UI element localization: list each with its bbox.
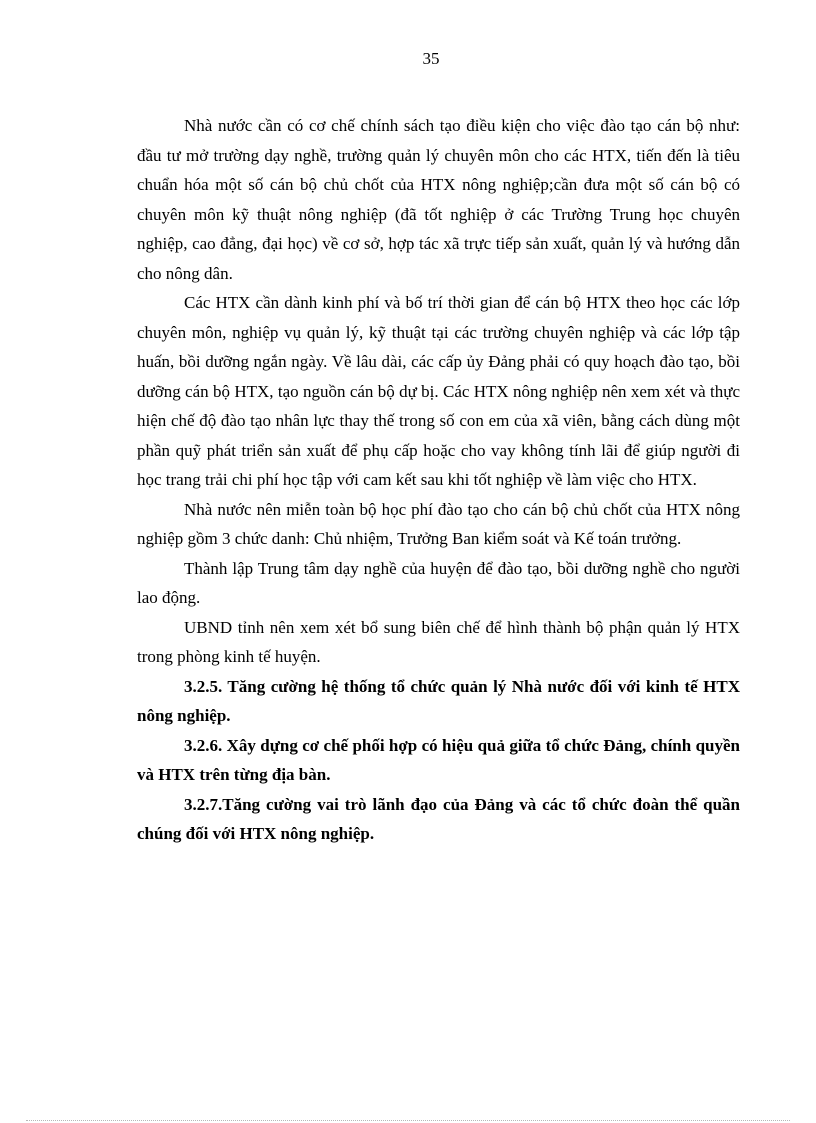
paragraph-vocational-center: Thành lập Trung tâm dạy nghề của huyện để đào tạo, bồi dưỡng nghề cho người lao động. [137,558,740,607]
document-body [137,111,740,849]
section-heading-3-2-7: 3.2.7.Tăng cường vai trò lãnh đạo của Đảng và các tổ chức đoàn thể quần chúng đối với HTX nông nghiệp. [137,794,740,843]
paragraph-provincial-staffing: UBND tỉnh nên xem xét bổ sung biên chế để hình thành bộ phận quản lý HTX trong phòng kinh tế huyện. [137,617,740,666]
section-heading-3-2-6: 3.2.6. Xây dựng cơ chế phối hợp có hiệu quả giữa tổ chức Đảng, chính quyền và HTX trên từng địa bàn. [137,735,740,784]
page-number: 35 [422,49,440,68]
paragraph-tuition-exemption: Nhà nước nên miễn toàn bộ học phí đào tạo cho cán bộ chủ chốt của HTX nông nghiệp gồm 3 chức danh: Chủ nhiệm, Trưởng Ban kiểm soát và Kế toán trưởng. [137,499,740,548]
section-heading-3-2-5: 3.2.5. Tăng cường hệ thống tổ chức quản lý Nhà nước đối với kinh tế HTX nông nghiệp. [137,676,740,725]
page-bottom-divider [26,1120,790,1121]
paragraph-htx-funding: Các HTX cần dành kinh phí và bố trí thời gian để cán bộ HTX theo học các lớp chuyên môn, nghiệp vụ quản lý, kỹ thuật tại các trường chuyên nghiệp và các lớp tập huấn, bồi dưỡng ngắn ngày. Về lâu dài, các cấp ủy Đảng phải có quy hoạch đào tạo, bồi dưỡng cán bộ HTX, tạo nguồn cán bộ dự bị. Các HTX nông nghiệp nên xem xét và thực hiện chế độ đào tạo nhân lực thay thế trong số con em của xã viên, bằng cách dùng một phần quỹ phát triển sản xuất để phụ cấp hoặc cho vay không tính lãi để giúp người đi học trang trải chi phí học tập với cam kết sau khi tốt nghiệp về làm việc cho HTX. [137,293,740,489]
paragraph-training-policy: Nhà nước cần có cơ chế chính sách tạo điều kiện cho việc đào tạo cán bộ như: đầu tư mở trường dạy nghề, trường quản lý chuyên môn cho các HTX, tiến đến là tiêu chuẩn hóa một số cán bộ chủ chốt của HTX nông nghiệp;cần đưa một số cán bộ có chuyên môn kỹ thuật nông nghiệp (đã tốt nghiệp ở các Trường Trung học chuyên nghiệp, cao đẳng, đại học) về cơ sở, hợp tác xã trực tiếp sản xuất, quản lý và hướng dẫn cho nông dân. [137,116,740,283]
